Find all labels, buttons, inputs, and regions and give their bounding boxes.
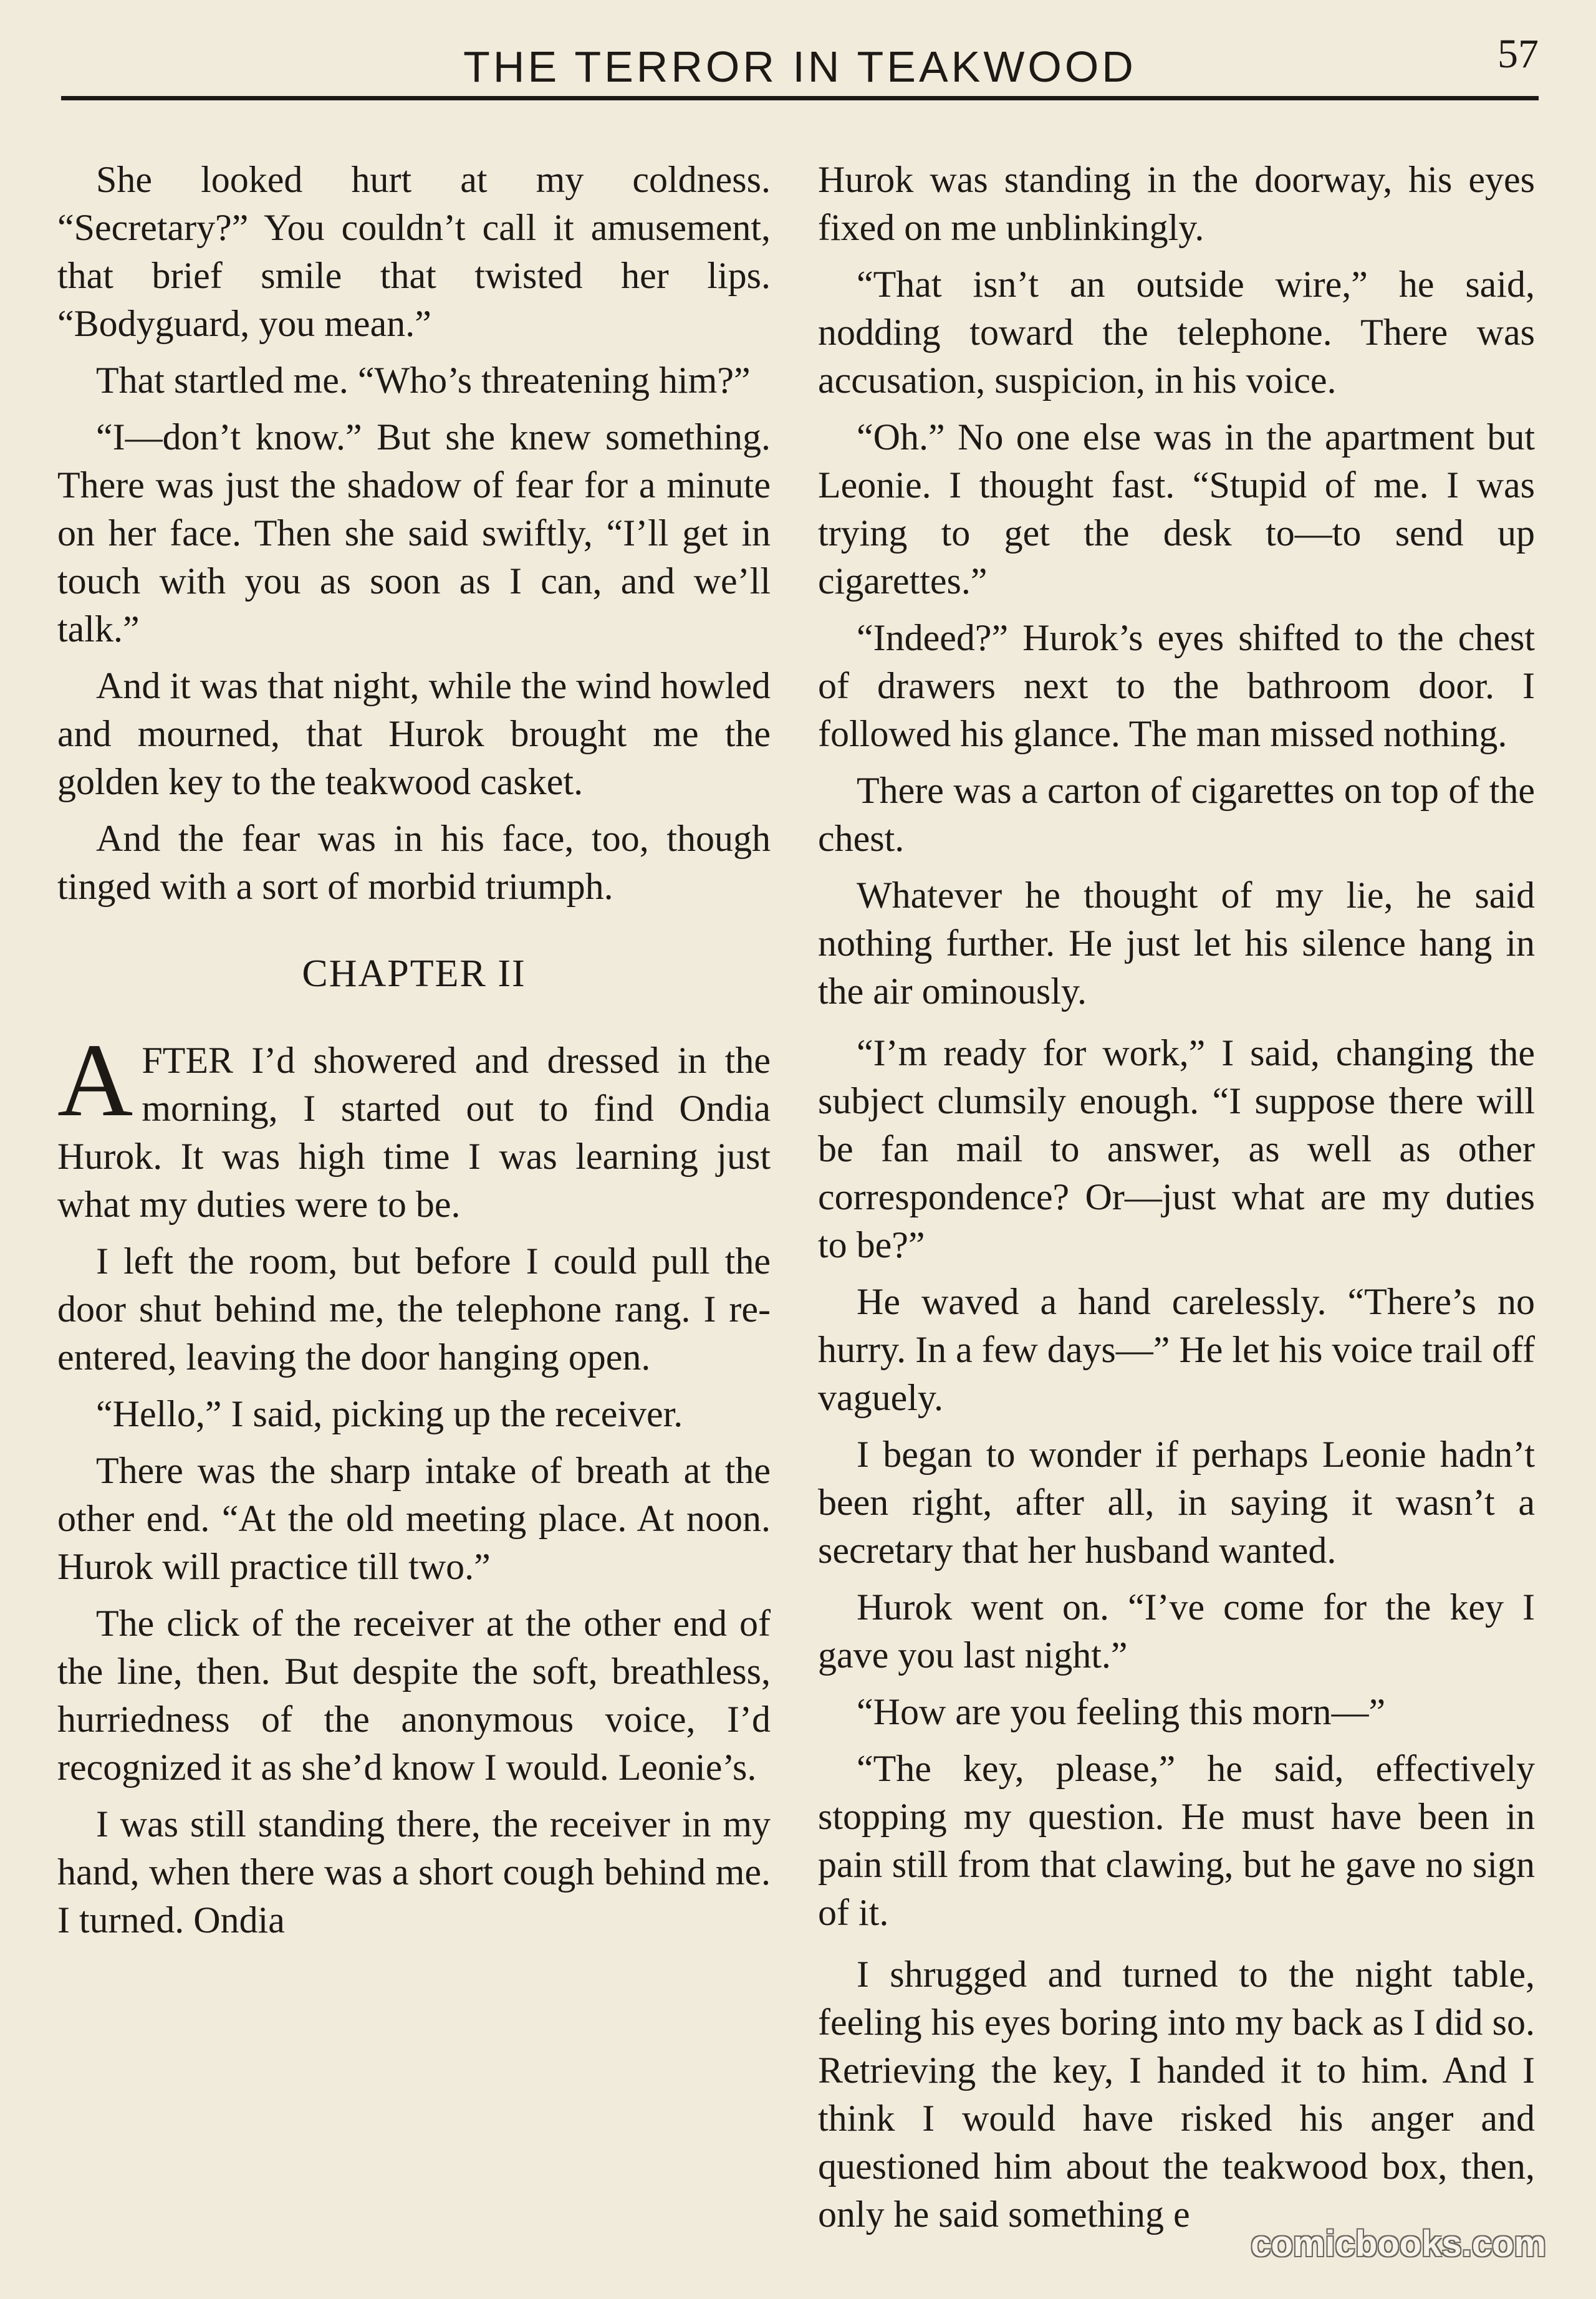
paragraph: I left the room, but before I could pull the door shut behind me, the telephone rang. I re-entered, leaving the door hanging open. [57,1241,771,1378]
chapter-opening-text: FTER I’d showered and dressed in the morning, I started out to find Ondia Hurok. It was high time I was learning just what my duties were to be. [57,1040,771,1225]
paragraph: “That isn’t an outside wire,” he said, nodding toward the telephone. There was accusation, suspicion, in his voice. [818,264,1535,401]
drop-cap: A [57,1022,133,1138]
chapter-heading: CHAPTER II [302,953,526,995]
paragraph: There was the sharp intake of breath at the other end. “At the old meeting place. At noon. Hurok will practice till two.” [57,1450,771,1587]
paragraph: And it was that night, while the wind howled and mourned, that Hurok brought me the golden key to the teakwood casket. [57,665,771,802]
paragraph: That startled me. “Who’s threatening him?” [96,360,751,401]
paragraph: “Oh.” No one else was in the apartment but Leonie. I thought fast. “Stupid of me. I was trying to get the desk to—to send up cigarettes.” [818,416,1535,602]
paragraph: “Hello,” I said, picking up the receiver. [96,1393,683,1434]
running-header [61,17,1539,103]
paragraph: There was a carton of cigarettes on top of the chest. [818,770,1535,859]
paragraph: “I’m ready for work,” I said, changing the subject clumsily enough. “I suppose there will be fan mail to answer, as well as other correspondence? Or—just what are my duties to be?” [818,1032,1535,1265]
paragraph: I was still standing there, the receiver in my hand, when there was a short cough behind me. I turned. Ondia [57,1803,771,1941]
watermark: comicbooks.com [1251,2224,1546,2264]
paragraph: Whatever he thought of my lie, he said nothing further. He just let his silence hang in the air ominously. [818,875,1535,1012]
paragraph: “Indeed?” Hurok’s eyes shifted to the chest of drawers next to the bathroom door. I followed his glance. The man missed nothing. [818,617,1535,754]
paragraph: “How are you feeling this morn—” [857,1691,1386,1732]
page-number: 57 [1497,31,1539,77]
header-rule [61,96,1539,100]
chapter-opening-paragraph [57,1022,771,1229]
paragraph: Hurok was standing in the doorway, his eyes fixed on me unblinkingly. [818,159,1535,248]
paragraph: “I—don’t know.” But she knew something. There was just the shadow of fear for a minute on her face. Then she said swiftly, “I’ll get in touch with you as soon as I can, and we’ll talk.” [57,416,771,650]
paragraph: The click of the receiver at the other end of the line, then. But despite the soft, breathless, hurriedness of the anonymous voice, I’d recognized it as she’d know I would. Leonie’s. [57,1603,771,1788]
paragraph: And the fear was in his face, too, though tinged with a sort of morbid triumph. [57,818,771,907]
paragraph: Hurok went on. “I’ve come for the key I gave you last night.” [818,1586,1535,1676]
paragraph: He waved a hand carelessly. “There’s no hurry. In a few days—” He let his voice trail off vaguely. [818,1281,1535,1418]
paragraph: “The key, please,” he said, effectively stopping my question. He must have been in pain still from that clawing, but he gave no sign of it. [818,1748,1535,1933]
right-column [818,156,1535,2247]
paragraph: She looked hurt at my coldness. “Secretary?” You couldn’t call it amusement, that brief smile that twisted her lips. “Bodyguard, you mean.” [57,159,771,344]
left-column [57,156,771,1953]
paragraph: I began to wonder if perhaps Leonie hadn’t been right, after all, in saying it wasn’t a secretary that her husband wanted. [818,1434,1535,1571]
paragraph: I shrugged and turned to the night table, feeling his eyes boring into my back as I did so. Retrieving the key, I handed it to him. And I think I would have risked his anger and questioned him about the teakwood box, then, only he said something e [818,1954,1535,2235]
running-title: THE TERROR IN TEAKWOOD [463,42,1137,91]
